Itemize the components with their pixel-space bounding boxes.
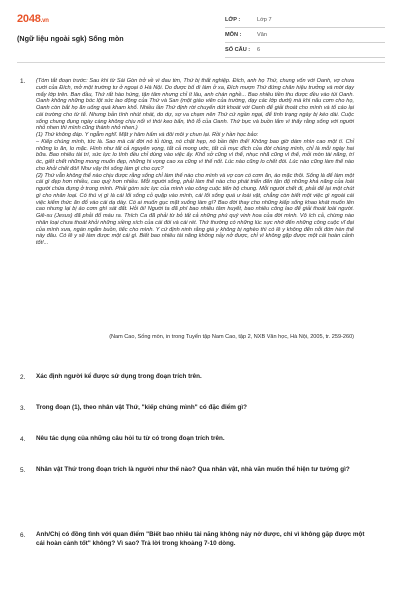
passage-citation [36,334,354,341]
meta-value: 6 [257,47,261,53]
logo-suffix: .vn [40,18,49,24]
question-4: Nêu tác dụng của những câu hỏi tu từ có trong đoạn trích trên. [36,435,225,442]
meta-value: Lớp 7 [257,17,272,23]
meta-table [225,13,385,58]
citation-text: (Nam Cao, Sống mòn, in trong Tuyển tập Nam Cao, tập 2, NXB Văn học, Hà Nội, 2005, tr. 259-260) [109,334,354,340]
meta-value: Văn [257,32,267,38]
meta-row-count [225,43,385,58]
question-2: Xác định người kể được sử dụng trong đoạn trích trên. [36,373,202,380]
passage-paragraph: – Kiếp chúng mình, tức là. Sao mà cái đời nó tủ túng, nó chật hẹp, nó bần tiện thế! Không bao giờ dám nhìn cao một tí. Chỉ những lo ăn, lo mặc. Hình như tất cả nguyên vọng, tất cả mong ước, tất cả mục đích của đời chúng mình, chỉ là mỗi ngày hai bữa. Bao nhiêu tài trí, sức lực lo tính đều chỉ dùng vào việc ấy. Khổ sở cũng vì thế, nhục nhã cũng vì thế, mỏi mòn tài năng, trí óc, giết chết những mong muốn đẹp, những hi vọng cao xa cũng vì thế nốt. Lúc nào cũng lo chết đói. Lúc nào cũng làm thế nào cho khỏi chết đói! Như vậy thì sống làm gì cho cực? [36,138,354,172]
question-3: Trong đoạn (1), theo nhân vật Thứ, "kiếp chúng mình" có đặc điểm gì? [36,404,247,411]
question-number: 5. [20,467,26,474]
meta-key: LỚP : [225,17,241,23]
passage-summary: (Tóm tắt đoạn trước: Sau khi từ Sài Gòn trở về vì đau tim, Thứ bị thất nghiệp. Đích, anh họ Thứ, chung vốn với Oanh, vợ chưa cưới của Đích, mở một trường tư ở ngoại ô Hà Nội. Do được bố dì làm ở xa, Đích mượn Thứ đứng chân hiệu trưởng và mời dạy mấy lớp trên. Ban đầu, Thứ rất hào hứng, tận tâm nhưng chỉ ít lâu, anh chán nghề... Bao nhiêu tiền thu được đều vào túi Oanh. Oanh không những bóc lột sức lao động của Thứ và San (một giáo viên của trường, dạy các lớp dưới) mà khi nấu cơm cho họ, Oanh còn bắt họ ăn uống quá kham khổ. Nhiều lần Thứ định rời chuyển dứt khoát với Oanh để giải thoát cho mình và tố cáo lại cái trường cho từ tế. Nhưng bản tính nhút nhát, do dự, sợ va chạm nên Thứ cứ ngần ngại, để tình trạng ngày bị kéo dài. Cuộc sống chung đụng ngày càng không chịu nổi vì thói keo bẩn, thô lỗ của Oanh. Thứ bực và buồn lắm vì thấy rằng sống với người nhỏ nhen thì mình cũng thành nhỏ nhen.) [36,78,354,132]
question-number: 4. [20,436,26,443]
question-number: 1. [20,78,26,85]
passage-paragraph: (2) Thứ vẫn không thể nào chịu được rằng sống chỉ làm thế nào cho mình và vợ con có cơm ăn, áo mặc thôi. Sống là để làm một cái gì đẹp hơn nhiều, cao quý hơn nhiều. Mỗi người sống, phải làm thế nào cho phát triển đến tận độ những khả năng của loài người chứa đựng ở trong mình. Phải góm sức lực của mình vào công cuộc tiến bộ chung. Mỗi người chết đi, phải để lại một chút gì cho nhân loại. Có thú vị gì là cái lối sống cỏ quặp vào mình, cái lối sống quá ư loài vật, chẳng còn biết một việc gì ngoài cái việc kiếm thức ăn đổ vào cái dạ dày. Có ai muốn gục mặt xuống làm gì? Bao đời thay cho những kiếp sống khao khát muốn lên cao nhưng lại bị áo cơm ghì sát đất. Hỏi ôi! Người ta đã phí bao nhiêu tâm huyết, bao nhiêu công lao để giải thoát loài người. Giê-su (Jesus) đã phải đổ máu ra. Thích Ca đã phải từ bỏ tất cả những phú quý vinh hoa của đời mình. Vô ích cả, chừng nào nhân loại chưa thoát khỏi những xiềng xích của cái đói và cái rét. Thứ thường có những lúc sực nhớ đến những công cuộc vĩ đại của mình xưa, ngán ngẩm buồn, tiếc cho mình. Y cứ định ninh rằng giá y không bị nghèo thì có lẽ y không đến nỗi đớn hèn thế này đâu. Có lẽ y sẽ làm được một cái gì. Biết bao nhiêu tài năng không nảy nở được, chỉ vì không gặp được một cái hoàn cảnh tốt!... [36,172,354,246]
logo-text: 2048 [17,13,41,25]
site-logo[interactable] [17,13,49,25]
header-divider [17,62,385,63]
passage-paragraph: (1) Thứ không đáp. Y ngẫm nghĩ. Mặt y hâm hẩm và đôi môi y chun lại. Rồi y hần học bảo: [36,132,259,138]
question-number: 3. [20,405,26,412]
meta-row-class [225,13,385,28]
page-title: (Ngữ liệu ngoài sgk) Sống mòn [17,34,124,43]
meta-key: MÔN : [225,32,242,38]
question-number: 2. [20,374,26,381]
question-5: Nhân vật Thứ trong đoạn trích là người như thế nào? Qua nhân vật, nhà văn muốn thể hiện tư tưởng gì? [36,466,350,473]
meta-key: SỐ CÂU : [225,47,251,53]
question-number: 6. [20,532,26,539]
reading-passage [36,78,354,247]
question-6: Anh/Chị có đồng tình với quan điểm "Biết bao nhiêu tài năng không nảy nở được, chỉ vì không gặp được một cái hoàn cảnh tốt" không? Vì sao? Trả lời trong khoảng 7-10 dòng. [36,531,365,547]
meta-row-subject [225,28,385,43]
